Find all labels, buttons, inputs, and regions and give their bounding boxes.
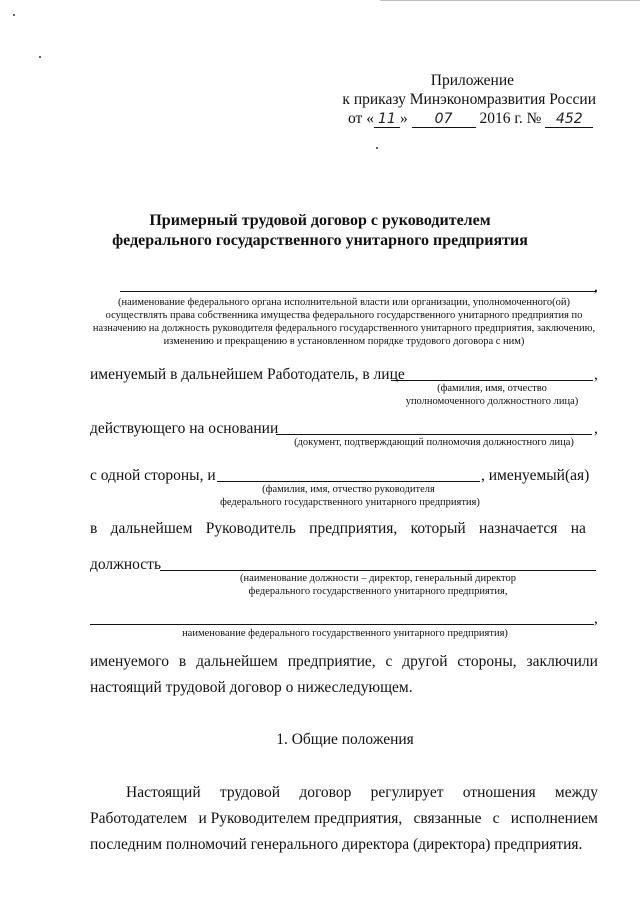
word: в: [90, 520, 98, 537]
word: договор: [299, 784, 352, 801]
named-a-text: , именуемый(ая): [481, 467, 590, 484]
position-line: [160, 570, 596, 571]
word: Руководитель: [205, 520, 296, 537]
org-line-comma: ,: [594, 278, 598, 295]
word: на: [570, 520, 586, 537]
appendix-year: 2016 г. №: [479, 110, 542, 127]
basis-document-line: [276, 434, 592, 435]
word: назначается: [479, 520, 558, 537]
word: в: [178, 653, 187, 670]
head-name-line: [217, 481, 480, 482]
word: и Руководителем предприятия,: [198, 810, 403, 827]
word: дальнейшем: [110, 520, 193, 537]
enterprise-named-line: [90, 653, 598, 671]
section-heading: 1. Общие положения: [276, 731, 414, 748]
section1-paragraph-line3: последним полномочий генерального директора (директора) предприятия.: [90, 836, 583, 853]
appointed-line: [90, 520, 586, 538]
word: стороны,: [457, 653, 517, 670]
word: с: [385, 653, 393, 670]
document-title-line2: федерального государственного унитарного предприятия: [112, 232, 528, 249]
word: Настоящий: [126, 784, 201, 801]
word: Работодателем: [90, 810, 188, 827]
word: заключили: [526, 653, 598, 670]
scan-speck: [376, 147, 378, 149]
word: трудовой: [219, 784, 281, 801]
position-label: должность: [90, 556, 162, 573]
section1-paragraph-line1: [126, 784, 598, 802]
position-note-line1: (наименование должности – директор, генеральный директор: [240, 573, 516, 584]
appendix-date-number: [348, 108, 608, 129]
word: который: [410, 520, 466, 537]
appendix-number: 452: [545, 112, 593, 128]
official-name-line: [391, 380, 593, 381]
appendix-title: Приложение: [430, 72, 514, 89]
section1-paragraph-line2: [90, 810, 598, 828]
official-note-line1: (фамилия, имя, отчество: [437, 383, 547, 394]
appendix-day: 11: [374, 112, 400, 128]
word: предприятия,: [309, 520, 398, 537]
appendix-month: 07: [412, 112, 476, 128]
enterprise-note: наименование федерального государственного унитарного предприятия): [182, 628, 508, 639]
word: отношения: [462, 784, 536, 801]
word: связанные: [413, 810, 482, 827]
word: регулирует: [370, 784, 444, 801]
document-title-line1: Примерный трудовой договор с руководителем: [149, 212, 491, 229]
appendix-order: к приказу Минэкономразвития России: [342, 91, 596, 108]
enterprise-name-line: [90, 624, 594, 625]
scan-speck: [13, 14, 15, 16]
scan-speck: [39, 56, 41, 58]
word: с: [492, 810, 500, 827]
scan-edge: [380, 0, 640, 1]
word: другой: [402, 653, 448, 670]
position-note-line2: федерального государственного унитарного предприятия,: [248, 586, 508, 597]
basis-document-note: (документ, подтверждающий полномочия должностного лица): [294, 437, 574, 448]
official-note-line2: уполномоченного должностного лица): [405, 396, 579, 407]
head-note-line1: (фамилия, имя, отчество руководителя: [262, 484, 435, 495]
official-line-comma: ,: [594, 366, 598, 383]
head-note-line2: федерального государственного унитарного предприятия): [220, 497, 480, 508]
word: исполнением: [510, 810, 598, 827]
appendix-date-mid: »: [399, 110, 408, 127]
word: именуемого: [90, 653, 169, 670]
one-side-text: с одной стороны, и: [90, 467, 216, 484]
word: предприятие,: [287, 653, 376, 670]
acting-basis-text: действующего на основании: [90, 420, 279, 437]
word: между: [554, 784, 598, 801]
org-name-line: [120, 291, 596, 292]
basis-line-comma: ,: [594, 420, 598, 437]
enterprise-line-comma: ,: [594, 610, 598, 627]
concluded-text: настоящий трудовой договор о нижеследующем.: [90, 679, 413, 696]
org-name-note: (наименование федерального органа исполнительной власти или организации, уполномоченного(ой) осуществлять права собственника имущества федерального государственного унитарного предприятия по назначению на должность руководителя федерального государственного унитарного предприятия, заключению, изменению и прекращению в установленном порядке трудового договора с ним): [92, 297, 596, 347]
word: дальнейшем: [196, 653, 278, 670]
appendix-date-prefix: от «: [348, 110, 374, 127]
employer-named-text: именуемый в дальнейшем Работодатель, в лице: [90, 366, 405, 383]
